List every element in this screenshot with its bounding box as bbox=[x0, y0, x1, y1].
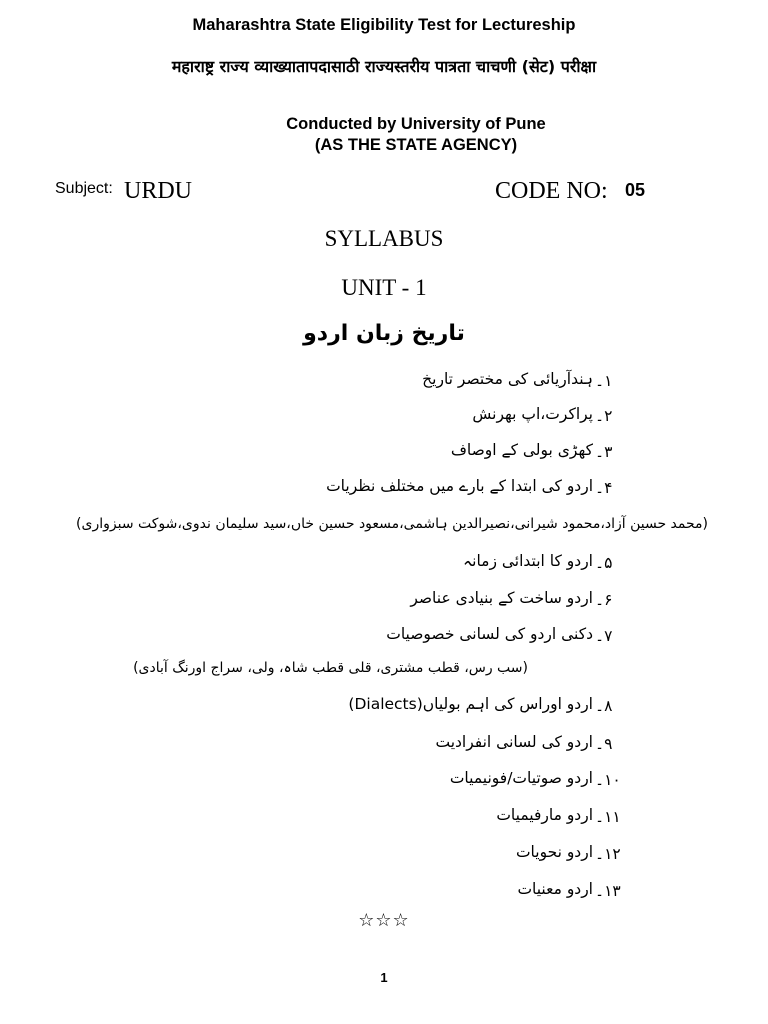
list-item: اردو کی ابتدا کے بارے میں مختلف نظریات bbox=[326, 477, 593, 495]
code-value: 05 bbox=[625, 180, 646, 200]
list-item: پراکرت،اپ بھرنش bbox=[472, 405, 593, 423]
item-number: ۱۰۔ bbox=[595, 771, 621, 789]
list-item: اردو کا ابتدائی زمانہ bbox=[463, 552, 593, 570]
list-item: اردو معنیات bbox=[517, 880, 593, 898]
item-number: ۱۱۔ bbox=[595, 808, 621, 826]
page-number: 1 bbox=[380, 970, 388, 985]
scholars-note: (محمد حسین آزاد،محمود شیرانی،نصیرالدین ہاشمی،مسعود حسین خاں،سید سلیمان ندوی،شوکت سبزواری) bbox=[76, 516, 708, 532]
list-item: اردو ساخت کے بنیادی عناصر bbox=[410, 589, 593, 607]
code-label: CODE NO: bbox=[495, 178, 608, 204]
list-item: دکنی اردو کی لسانی خصوصیات bbox=[386, 625, 593, 643]
list-item: اردو کی لسانی انفرادیت bbox=[435, 733, 593, 751]
item-number: ۷۔ bbox=[595, 627, 613, 645]
unit-heading: UNIT - 1 bbox=[341, 275, 427, 300]
list-item: اردو صوتیات/فونیمیات bbox=[449, 769, 593, 787]
syllabus-heading: SYLLABUS bbox=[324, 226, 444, 251]
item-number: ۳۔ bbox=[595, 443, 613, 461]
item-number: ۵۔ bbox=[595, 554, 613, 572]
item-number: ۶۔ bbox=[595, 591, 613, 609]
item-number: ۴۔ bbox=[595, 479, 613, 497]
list-item: کھڑی بولی کے اوصاف bbox=[450, 441, 593, 459]
list-item: اردو مارفیمیات bbox=[496, 806, 593, 824]
list-item: ہندآریائی کی مختصر تاریخ bbox=[422, 370, 593, 388]
item-number: ۱۳۔ bbox=[595, 882, 621, 900]
item-number: ۱۔ bbox=[595, 372, 613, 390]
agency-line: (AS THE STATE AGENCY) bbox=[314, 136, 518, 154]
subject-label: Subject: bbox=[55, 180, 113, 197]
item-number: ۹۔ bbox=[595, 735, 613, 753]
end-stars-icon: ☆☆☆ bbox=[358, 910, 410, 931]
unit-topic-heading: تاریخ زبان اردو bbox=[303, 321, 465, 346]
conducted-by-line: Conducted by University of Pune bbox=[286, 115, 546, 133]
document-title-english: Maharashtra State Eligibility Test for Lectureship bbox=[192, 16, 576, 34]
subject-value: URDU bbox=[124, 178, 193, 204]
conducting-body bbox=[0, 114, 768, 156]
item-number: ۲۔ bbox=[595, 407, 613, 425]
item-number: ۱۲۔ bbox=[595, 845, 621, 863]
works-note: (سب رس، قطب مشتری، قلی قطب شاہ، ولی، سراج اورنگ آبادی) bbox=[133, 660, 528, 676]
list-item: اردو اوراس کی اہم بولیاں(Dialects) bbox=[348, 695, 593, 713]
item-number: ۸۔ bbox=[595, 697, 613, 715]
document-title-hindi: महाराष्ट्र राज्य व्याख्यातापदासाठी राज्यस्तरीय पात्रता चाचणी (सेट) परीक्षा bbox=[171, 57, 597, 76]
list-item: اردو نحویات bbox=[515, 843, 593, 861]
